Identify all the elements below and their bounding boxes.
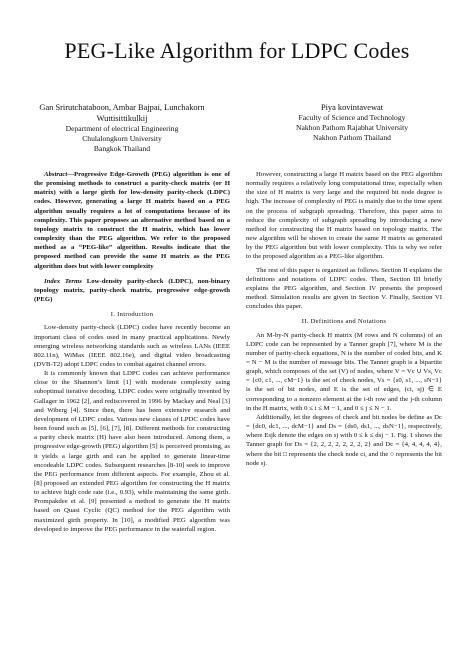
affiliation-line: Nakhon Pathom Thailand (313, 133, 391, 142)
right-column (246, 170, 442, 468)
author-name-line: Wuttisittikulkij (96, 114, 148, 123)
body-paragraph: The rest of this paper is organized as follows. Section II explains the definitions and notations of LDPC codes. Then, Section III briefly explains the PEG algorithm, and Section IV presents the proposed method. Simulation results are given in Section V. Finally, Section VI concludes this paper. (246, 266, 442, 311)
index-terms-text: Low-density parity-check (LDPC), non-binary topology matrix, parity-check matrix, progressive edge-growth (PEG) (34, 277, 230, 304)
author-block-2 (244, 102, 460, 143)
left-column (34, 170, 230, 534)
author-name-line: Gan Srirutchataboon, Ambar Bajpai, Lunchakorn (39, 103, 205, 112)
author-affiliation (14, 124, 230, 154)
author-affiliation (244, 113, 460, 143)
body-paragraph: Additionally, let the degrees of check and bit nodes be define as Dc = {dc0, dc1, ..., dcM−1} and Ds = {ds0, ds1, ..., dsN−1}, respectively, where Esjk denote the edges on sj with 0 ≤ k ≤ dsj − 1. Fig. 1 shows the Tanner graph for Ds = {2, 2, 2, 2, 2, 2, 2, 2} and Dc = {4, 4, 4, 4, 4}, where the bit □ represents the check node ci, and the ○ represents the bit node sj. (246, 413, 442, 467)
author-name-line: Piya kovintavewat (320, 103, 384, 112)
body-paragraph: Low-density parity-check (LDPC) codes have recently become an important class of codes used in many practical applications. Newly emerging wireless networking standards such as wireless LANs (IEEE 802.11n), WiMax (IEEE 802.16e), and digital video broadcasting (DVB-T2) adopt LDPC codes to combat against channel errors. (34, 324, 230, 368)
abstract (34, 170, 230, 271)
author-names (244, 102, 460, 113)
affiliation-line: Chulalongkorn University (82, 134, 162, 143)
index-terms (34, 277, 230, 304)
abstract-text: —Progressive Edge-Growth (PEG) algorithm is one of the promising methods to construct a parity-check matrix (or H matrix) with a large girth for low-density parity-check (LDPC) codes. However, generating a large H matrix based on a PEG algorithm usually requires a lot of computations because of its complexity. This paper proposes an alternative method based on a topology matrix to construct the H matrix, which has lower complexity than the PEG algorithm. We refer to the proposed method as a “PEG-like” algorithm. Results indicate that the proposed method can provide the same H matrix as the PEG algorithm does but with lower complexity (34, 171, 230, 270)
body-paragraph: An M-by-N parity-check H matrix (M rows and N columns) of an LDPC code can be represented by a Tanner graph [7], where M is the number of parity-check equations, N is the number of coded bits, and K = N − M is the number of message bits. The Tanner graph is a bipartite graph, which composes of the set (V) of nodes, where V = Vc ∪ Vs, Vc = {c0, c1, ..., cM−1} is the set of check nodes, Vs = {s0, s1, ..., sN−1} is the set of bit nodes, and E is the set of edges, (ci, sj) ∈ E corresponding to a nonzero element at the i-th row and the j-th column in the H matrix, with 0 ≤ i ≤ M − 1, and 0 ≤ j ≤ N − 1. (246, 331, 442, 412)
affiliation-line: Bangkok Thailand (93, 144, 151, 153)
author-block-1 (14, 102, 230, 154)
body-paragraph: However, constructing a large H matrix based on the PEG algorithm normally requires a relatively long computational time, especially when the size of H matrix is very large and the required bit node degree is high. The increase of complexity of PEG is mainly due to the time spent on the process of subgraph spreading. Therefore, this paper aims to reduce the complexity of subgraph spreading by introducing a new method for constructing the H matrix based on topology matrix. The new algorithm will be shown to create the same H matrix as generated by the PEG algorithm but with lower complexity. This is why we refer to the proposed algorithm as a PEG-like algorithm. (246, 171, 442, 261)
author-names (14, 102, 230, 124)
index-terms-lead: Index Terms (44, 277, 82, 285)
affiliation-line: Faculty of Science and Technology (298, 113, 406, 122)
section-heading-introduction: I. Introduction (110, 311, 154, 319)
section-heading-definitions: II. Definitions and Notations (301, 318, 387, 326)
affiliation-line: Nakhon Pathom Rajabhat University (296, 123, 408, 132)
affiliation-line: Department of electrical Engineering (65, 124, 179, 133)
abstract-lead: Abstract (44, 171, 68, 178)
body-paragraph: It is commonly known that LDPC codes can achieve performance close to the Shannon’s limit [1] with moderate complexity using suboptimal iterative decoding. LDPC codes were originally invented by Gallager in 1962 [2], and rediscovered in 1996 by Mackay and Neal [3] and Wiberg [4]. Since then, there has been extensive research and development of LDPC codes. Various new classes of LPDC codes have been found such as [5], [6], [7], [8]. Different methods for constructing a parity check matrix (H) have also been introduced. Among them, a progressive edge-growth (PEG) algorithm [5] is perceived promising, as it yields a large girth and can be applied to generate linear-time encodeable LDPC codes. Subsequent researches [8-10] seek to improve the PEG performance from different aspects. For example, Zhou et al. [8] proposed an extended PEG algorithm for constructing the H matrix to achieve high code rate (i.e., 0.93), while maintaining the same girth. Prompakdee et al. [9] presented a method to generate the H matrix based on Quasi Cyclic (QC) method for the PEG algorithm with maximized girth property. In [10], a modified PEG algorithm was developed to improve the PEG performance in the waterfall region. (34, 370, 230, 533)
paper-title: PEG-Like Algorithm for LDPC Codes (64, 38, 410, 63)
